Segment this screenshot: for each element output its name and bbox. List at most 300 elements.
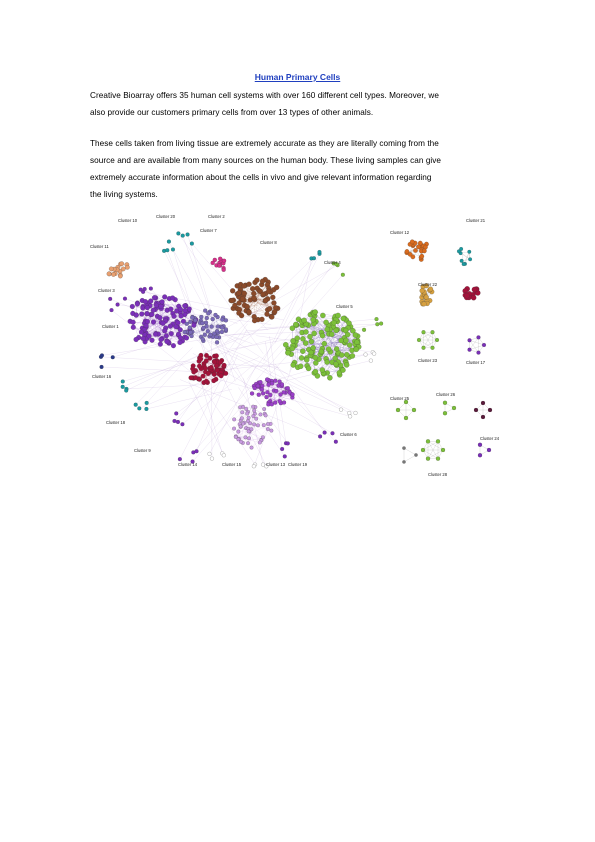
network-node xyxy=(154,303,159,308)
network-node xyxy=(161,321,166,326)
network-node xyxy=(256,384,260,388)
cluster-label: Cluster 7 xyxy=(200,228,217,233)
network-node xyxy=(441,448,445,452)
network-node xyxy=(153,332,158,337)
network-node xyxy=(210,457,214,461)
network-node xyxy=(220,330,224,334)
network-node xyxy=(323,320,328,325)
network-node xyxy=(313,360,318,365)
network-node xyxy=(422,249,426,253)
network-node xyxy=(477,351,481,355)
network-node xyxy=(211,261,215,265)
network-node xyxy=(229,298,234,303)
cluster-label: Cluster 13 xyxy=(266,462,286,467)
network-node xyxy=(319,349,324,354)
network-node xyxy=(346,321,351,326)
network-node xyxy=(195,449,199,453)
network-node xyxy=(188,326,192,330)
network-node xyxy=(265,312,270,317)
network-node xyxy=(283,342,288,347)
network-node xyxy=(137,406,141,410)
network-node xyxy=(341,316,346,321)
network-node xyxy=(410,240,414,244)
network-node xyxy=(264,414,268,418)
cluster-label: Cluster 9 xyxy=(134,448,151,453)
network-node xyxy=(335,313,340,318)
network-node xyxy=(190,367,195,372)
network-node xyxy=(125,265,129,269)
network-node xyxy=(173,419,177,423)
network-node xyxy=(242,291,247,296)
network-node xyxy=(222,453,226,457)
cluster-label: Cluster 25 xyxy=(390,396,410,401)
cluster-label: Cluster 5 xyxy=(336,304,353,309)
network-node xyxy=(197,364,202,369)
network-node xyxy=(222,259,226,263)
network-node xyxy=(150,338,155,343)
network-node xyxy=(308,350,313,355)
network-node xyxy=(280,382,284,386)
network-node xyxy=(145,401,149,405)
network-node xyxy=(481,415,485,419)
network-node xyxy=(240,410,244,414)
network-node xyxy=(291,362,296,367)
network-node xyxy=(436,439,440,443)
network-node xyxy=(210,325,214,329)
network-node xyxy=(468,338,472,342)
network-node xyxy=(169,331,174,336)
network-node xyxy=(124,389,128,393)
network-node xyxy=(116,303,120,307)
network-node xyxy=(159,304,164,309)
cluster-label: Cluster 24 xyxy=(480,436,500,441)
network-node xyxy=(266,427,270,431)
text-line: These cells taken from living tissue are extremely accurate as they are literally coming from the xyxy=(90,139,439,148)
network-node xyxy=(435,338,439,342)
network-node xyxy=(347,411,351,415)
network-node xyxy=(172,314,177,319)
network-node xyxy=(431,346,435,350)
network-node xyxy=(306,366,311,371)
network-node xyxy=(344,362,349,367)
network-node xyxy=(320,367,325,372)
network-node xyxy=(266,289,271,294)
network-node xyxy=(339,338,344,343)
network-node xyxy=(282,390,286,394)
network-node xyxy=(443,401,447,405)
network-node xyxy=(307,334,312,339)
network-node xyxy=(320,313,325,318)
network-node xyxy=(267,383,271,387)
network-node xyxy=(262,423,266,427)
network-node xyxy=(259,317,264,322)
network-node xyxy=(191,323,196,328)
network-node xyxy=(134,337,139,342)
network-node xyxy=(165,339,170,344)
network-node xyxy=(209,365,214,370)
network-node xyxy=(283,455,287,459)
cluster-label: Cluster 14 xyxy=(178,462,198,467)
network-node xyxy=(170,296,175,301)
network-node xyxy=(189,330,193,334)
network-node xyxy=(471,295,476,300)
network-node xyxy=(204,321,208,325)
network-node xyxy=(402,460,405,463)
network-node xyxy=(300,349,305,354)
network-node xyxy=(215,340,219,344)
network-node xyxy=(168,307,173,312)
network-node xyxy=(145,407,149,411)
network-node xyxy=(420,254,424,258)
network-node xyxy=(241,284,246,289)
network-node xyxy=(468,258,472,262)
network-node xyxy=(362,328,366,332)
network-node xyxy=(327,375,332,380)
cluster-label: Cluster 2 xyxy=(208,214,225,219)
network-node xyxy=(119,262,123,266)
network-node xyxy=(472,287,477,292)
network-node xyxy=(165,248,169,252)
network-node xyxy=(334,346,339,351)
network-node xyxy=(145,319,150,324)
network-node xyxy=(372,352,376,356)
network-node xyxy=(190,334,194,338)
network-node xyxy=(158,315,163,320)
network-node xyxy=(265,395,269,399)
network-node xyxy=(422,346,426,350)
network-node xyxy=(270,429,274,433)
network-node xyxy=(208,452,212,456)
network-node xyxy=(280,447,284,451)
network-node xyxy=(247,416,251,420)
network-node xyxy=(220,326,224,330)
text-line: extremely accurate information about the cells in vivo and give relevant information regarding xyxy=(90,173,432,182)
cluster-label: Cluster 20 xyxy=(156,214,176,219)
network-node xyxy=(261,435,265,439)
network-node xyxy=(213,313,217,317)
network-node xyxy=(431,330,435,334)
cluster-label: Cluster 17 xyxy=(466,360,486,365)
network-node xyxy=(413,248,417,252)
network-node xyxy=(214,354,219,359)
network-node xyxy=(286,442,290,446)
network-node xyxy=(251,291,256,296)
network-node xyxy=(462,262,466,266)
cluster-label: Cluster 4 xyxy=(324,260,341,265)
network-node xyxy=(239,425,243,429)
network-node xyxy=(121,380,125,384)
network-node xyxy=(265,390,269,394)
network-node xyxy=(246,419,250,423)
network-node xyxy=(134,403,138,407)
network-node xyxy=(331,431,335,435)
network-node xyxy=(417,338,421,342)
network-node xyxy=(256,424,260,428)
network-node xyxy=(309,339,314,344)
network-node xyxy=(254,278,259,283)
network-node xyxy=(354,347,359,352)
network-node xyxy=(259,413,263,417)
network-node xyxy=(404,416,408,420)
cell-network-figure xyxy=(88,210,508,490)
network-node xyxy=(237,301,242,306)
network-node xyxy=(320,333,325,338)
network-node xyxy=(477,335,481,339)
network-node xyxy=(121,385,125,389)
network-node xyxy=(223,371,228,376)
network-node xyxy=(278,399,282,403)
network-node xyxy=(139,312,144,317)
network-node xyxy=(240,417,244,421)
network-node xyxy=(224,327,228,331)
network-node xyxy=(460,259,464,263)
network-node xyxy=(178,340,183,345)
network-node xyxy=(343,338,348,343)
network-node xyxy=(141,336,146,341)
network-node xyxy=(212,360,217,365)
network-node xyxy=(258,441,262,445)
network-node xyxy=(443,411,447,415)
network-node xyxy=(164,333,169,338)
network-node xyxy=(118,274,122,278)
network-node xyxy=(218,257,222,261)
network-node xyxy=(246,441,250,445)
network-node xyxy=(203,309,207,313)
network-node xyxy=(323,431,327,435)
network-node xyxy=(318,435,322,439)
network-node xyxy=(252,464,256,468)
network-node xyxy=(273,379,277,383)
network-node xyxy=(211,378,216,383)
network-node xyxy=(183,330,187,334)
network-node xyxy=(206,329,210,333)
network-node xyxy=(178,327,183,332)
network-node xyxy=(274,285,279,290)
network-node xyxy=(304,357,309,362)
network-node xyxy=(190,316,194,320)
network-node xyxy=(134,313,139,318)
network-node xyxy=(222,363,227,368)
network-node xyxy=(252,409,256,413)
network-node xyxy=(218,360,223,365)
intro-paragraph xyxy=(90,87,510,121)
network-node xyxy=(123,297,127,301)
network-node xyxy=(274,389,278,393)
network-node xyxy=(468,250,472,254)
text-line: Creative Bioarray offers 35 human cell systems with over 160 different cell types. Moreover, we xyxy=(90,91,439,100)
network-node xyxy=(160,300,165,305)
network-node xyxy=(334,328,339,333)
network-node xyxy=(198,357,203,362)
cell-network-graph xyxy=(88,210,508,490)
cluster-label: Cluster 12 xyxy=(390,230,410,235)
network-node xyxy=(299,355,304,360)
cluster-label: Cluster 18 xyxy=(106,420,126,425)
network-node xyxy=(290,346,295,351)
network-node xyxy=(267,306,272,311)
network-node xyxy=(100,365,104,369)
network-node xyxy=(143,287,147,291)
network-node xyxy=(251,295,256,300)
network-node xyxy=(285,350,290,355)
network-node xyxy=(303,329,308,334)
network-node xyxy=(135,302,140,307)
network-node xyxy=(436,457,440,461)
cluster-label: Cluster 8 xyxy=(260,240,277,245)
network-node xyxy=(189,376,194,381)
network-node xyxy=(426,439,430,443)
network-node xyxy=(201,337,205,341)
network-node xyxy=(130,304,135,309)
network-node xyxy=(245,412,249,416)
network-node xyxy=(232,427,236,431)
network-node xyxy=(109,267,113,271)
network-node xyxy=(176,420,180,424)
network-node xyxy=(375,317,379,321)
network-node xyxy=(239,440,243,444)
text-line: source and are available from many sources on the human body. These living samples can give xyxy=(90,156,442,165)
network-node xyxy=(179,314,184,319)
network-node xyxy=(147,334,152,339)
network-node xyxy=(149,287,153,291)
network-node xyxy=(222,268,226,272)
network-node xyxy=(247,309,252,314)
network-node xyxy=(322,341,327,346)
network-node xyxy=(344,352,349,357)
network-node xyxy=(190,242,194,246)
network-node xyxy=(220,318,224,322)
network-node xyxy=(424,295,429,300)
network-node xyxy=(183,308,188,313)
cluster-label: Cluster 1 xyxy=(102,324,119,329)
network-node xyxy=(239,313,244,318)
network-node xyxy=(420,288,425,293)
network-node xyxy=(151,320,156,325)
network-node xyxy=(121,267,125,271)
network-node xyxy=(329,332,334,337)
network-node xyxy=(131,325,136,330)
cluster-label: Cluster 3 xyxy=(98,288,115,293)
network-node xyxy=(181,422,185,426)
network-node xyxy=(234,435,238,439)
network-node xyxy=(428,287,433,292)
network-node xyxy=(208,333,212,337)
network-node xyxy=(261,292,266,297)
network-node xyxy=(341,273,345,277)
network-node xyxy=(247,282,252,287)
network-node xyxy=(326,346,331,351)
network-node xyxy=(108,297,112,301)
network-node xyxy=(152,295,157,300)
network-node xyxy=(204,379,209,384)
network-node xyxy=(215,335,219,339)
network-node xyxy=(178,335,183,340)
network-node xyxy=(474,408,478,412)
network-node xyxy=(261,391,265,395)
network-node xyxy=(244,407,248,411)
network-node xyxy=(211,317,215,321)
network-node xyxy=(459,247,463,251)
network-node xyxy=(212,372,217,377)
network-node xyxy=(402,446,405,449)
network-node xyxy=(107,272,111,276)
network-node xyxy=(301,318,306,323)
network-node xyxy=(270,381,274,385)
network-node xyxy=(313,369,318,374)
network-node xyxy=(252,318,257,323)
network-node xyxy=(331,320,336,325)
network-node xyxy=(487,448,491,452)
description-paragraph xyxy=(90,135,510,203)
network-edges xyxy=(101,233,490,466)
network-node xyxy=(464,293,469,298)
network-node xyxy=(236,291,241,296)
text-line: the living systems. xyxy=(90,190,158,199)
network-node xyxy=(272,309,277,314)
network-node xyxy=(252,414,256,418)
network-node xyxy=(354,411,358,415)
network-node xyxy=(244,436,248,440)
network-node xyxy=(312,331,317,336)
cluster-label: Cluster 15 xyxy=(222,462,242,467)
network-node xyxy=(333,361,338,366)
network-node xyxy=(405,249,409,253)
network-node xyxy=(148,299,153,304)
network-node xyxy=(334,440,338,444)
network-node xyxy=(340,367,345,372)
network-node xyxy=(421,448,425,452)
network-node xyxy=(171,248,175,252)
network-node xyxy=(348,414,352,418)
network-node xyxy=(364,353,368,357)
cluster-label: Cluster 10 xyxy=(118,218,138,223)
network-node xyxy=(232,418,236,422)
page-title-link[interactable]: Human Primary Cells xyxy=(254,72,341,82)
cluster-label: Cluster 6 xyxy=(340,432,357,437)
cluster-label: Cluster 23 xyxy=(418,358,438,363)
cluster-label: Cluster 22 xyxy=(418,282,438,287)
network-node xyxy=(111,355,115,359)
network-node xyxy=(204,358,209,363)
network-node xyxy=(145,305,150,310)
network-node xyxy=(247,436,251,440)
network-node xyxy=(488,408,492,412)
network-node xyxy=(145,311,150,316)
network-node xyxy=(167,240,171,244)
network-node xyxy=(185,322,189,326)
network-node xyxy=(303,340,308,345)
network-node xyxy=(262,407,266,411)
network-node xyxy=(182,303,187,308)
network-node xyxy=(178,307,183,312)
network-node xyxy=(353,332,358,337)
network-node xyxy=(186,233,190,237)
network-node xyxy=(181,234,185,238)
cluster-label: Cluster 28 xyxy=(428,472,448,477)
network-node xyxy=(298,364,303,369)
network-node xyxy=(230,288,235,293)
network-node xyxy=(426,457,430,461)
network-node xyxy=(143,299,148,304)
network-node xyxy=(290,338,295,343)
network-node xyxy=(422,301,427,306)
network-node xyxy=(131,320,136,325)
cluster-label: Cluster 19 xyxy=(288,462,308,467)
network-node xyxy=(252,423,256,427)
network-node xyxy=(270,402,274,406)
network-node xyxy=(236,430,240,434)
network-node xyxy=(162,295,167,300)
